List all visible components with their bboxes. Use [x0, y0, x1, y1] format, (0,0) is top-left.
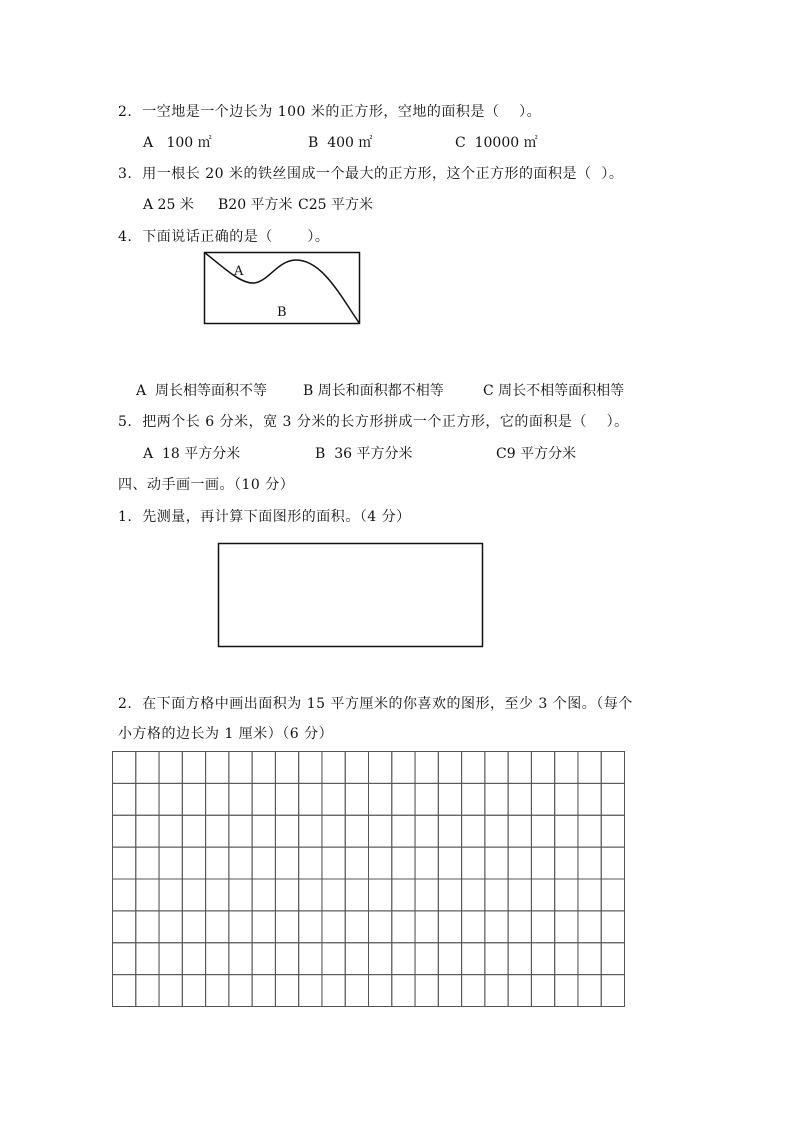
- q4-option-c: C 周长不相等面积相等: [483, 383, 625, 399]
- grid-cell[interactable]: [345, 911, 368, 943]
- grid-cell[interactable]: [485, 975, 508, 1007]
- q2-option-a: A 100 ㎡: [143, 135, 212, 151]
- grid-cell[interactable]: [531, 752, 554, 784]
- grid-cell[interactable]: [113, 975, 136, 1007]
- grid-cell[interactable]: [299, 783, 322, 815]
- grid-cell[interactable]: [252, 752, 275, 784]
- grid-cell[interactable]: [369, 847, 392, 879]
- grid-cell[interactable]: [206, 911, 229, 943]
- grid-cell[interactable]: [392, 879, 415, 911]
- grid-cell[interactable]: [578, 943, 601, 975]
- grid-cell[interactable]: [299, 911, 322, 943]
- q5-stem: 5. 把两个长 6 分米，宽 3 分米的长方形拼成一个正方形，它的面积是（ ）。: [118, 414, 629, 430]
- grid-cell[interactable]: [182, 943, 205, 975]
- grid-cell[interactable]: [555, 783, 578, 815]
- grid-cell[interactable]: [508, 911, 531, 943]
- grid-cell[interactable]: [508, 752, 531, 784]
- grid-cell[interactable]: [136, 815, 159, 847]
- grid-cell[interactable]: [531, 943, 554, 975]
- grid-cell[interactable]: [555, 943, 578, 975]
- grid-cell[interactable]: [322, 752, 345, 784]
- grid-cell[interactable]: [601, 752, 624, 784]
- grid-cell[interactable]: [485, 815, 508, 847]
- grid-cell[interactable]: [369, 815, 392, 847]
- q5-option-c: C9 平方分米: [496, 446, 577, 462]
- grid-cell[interactable]: [438, 975, 461, 1007]
- q4-stem: 4. 下面说话正确的是（ ）。: [118, 229, 330, 245]
- grid-cell[interactable]: [229, 879, 252, 911]
- grid-cell[interactable]: [508, 943, 531, 975]
- q3-stem: 3. 用一根长 20 米的铁丝围成一个最大的正方形，这个正方形的面积是（ ）。: [118, 166, 624, 182]
- grid-cell[interactable]: [252, 879, 275, 911]
- grid-cell[interactable]: [182, 975, 205, 1007]
- grid-cell[interactable]: [299, 752, 322, 784]
- grid-cell[interactable]: [578, 879, 601, 911]
- grid-cell[interactable]: [275, 911, 298, 943]
- grid-cell[interactable]: [601, 943, 624, 975]
- grid-cell[interactable]: [415, 847, 438, 879]
- grid-cell[interactable]: [555, 975, 578, 1007]
- grid-cell[interactable]: [206, 815, 229, 847]
- grid-cell[interactable]: [229, 943, 252, 975]
- grid-cell[interactable]: [415, 815, 438, 847]
- grid-cell[interactable]: [601, 783, 624, 815]
- grid-cell[interactable]: [462, 783, 485, 815]
- grid-cell[interactable]: [555, 752, 578, 784]
- grid-cell[interactable]: [229, 815, 252, 847]
- grid-cell[interactable]: [322, 911, 345, 943]
- grid-cell[interactable]: [392, 943, 415, 975]
- grid-cell[interactable]: [531, 847, 554, 879]
- grid-cell[interactable]: [206, 847, 229, 879]
- grid-cell[interactable]: [601, 975, 624, 1007]
- grid-cell[interactable]: [113, 815, 136, 847]
- grid-cell[interactable]: [136, 879, 159, 911]
- grid-cell[interactable]: [206, 975, 229, 1007]
- drawing-grid[interactable]: [113, 752, 625, 1007]
- grid-cell[interactable]: [345, 879, 368, 911]
- grid-cell[interactable]: [159, 815, 182, 847]
- grid-cell[interactable]: [601, 879, 624, 911]
- grid-cell[interactable]: [113, 847, 136, 879]
- grid-cell[interactable]: [345, 943, 368, 975]
- grid-cell[interactable]: [462, 815, 485, 847]
- grid-cell[interactable]: [438, 911, 461, 943]
- grid-cell[interactable]: [275, 975, 298, 1007]
- grid-cell[interactable]: [578, 975, 601, 1007]
- grid-cell[interactable]: [508, 815, 531, 847]
- grid-cell[interactable]: [299, 879, 322, 911]
- grid-cell[interactable]: [462, 752, 485, 784]
- grid-cell[interactable]: [462, 943, 485, 975]
- grid-cell[interactable]: [252, 783, 275, 815]
- grid-cell[interactable]: [299, 847, 322, 879]
- grid-cell[interactable]: [252, 847, 275, 879]
- q4-option-a: A 周长相等面积不等: [136, 383, 268, 399]
- grid-cell[interactable]: [275, 783, 298, 815]
- grid-cell[interactable]: [159, 847, 182, 879]
- grid-cell[interactable]: [252, 975, 275, 1007]
- grid-cell[interactable]: [159, 975, 182, 1007]
- grid-cell[interactable]: [462, 847, 485, 879]
- grid-cell[interactable]: [229, 847, 252, 879]
- grid-cell[interactable]: [555, 847, 578, 879]
- grid-cell[interactable]: [345, 752, 368, 784]
- grid-cell[interactable]: [252, 815, 275, 847]
- grid-cell[interactable]: [113, 943, 136, 975]
- grid-cell[interactable]: [159, 943, 182, 975]
- grid-cell[interactable]: [369, 911, 392, 943]
- grid-cell[interactable]: [392, 815, 415, 847]
- grid-cell[interactable]: [299, 815, 322, 847]
- grid-cell[interactable]: [345, 783, 368, 815]
- grid-cell[interactable]: [136, 847, 159, 879]
- q2-option-b: B 400 ㎡: [308, 135, 373, 151]
- grid-cell[interactable]: [392, 911, 415, 943]
- grid-cell[interactable]: [462, 975, 485, 1007]
- grid-cell[interactable]: [252, 911, 275, 943]
- grid-cell[interactable]: [578, 847, 601, 879]
- grid-cell[interactable]: [438, 847, 461, 879]
- grid-cell[interactable]: [415, 943, 438, 975]
- grid-cell[interactable]: [555, 815, 578, 847]
- grid-cell[interactable]: [113, 879, 136, 911]
- grid-cell[interactable]: [438, 783, 461, 815]
- section4-q2-stem-line2: 小方格的边长为 1 厘米）（6 分）: [118, 726, 334, 742]
- grid-cell[interactable]: [345, 975, 368, 1007]
- grid-cell[interactable]: [462, 911, 485, 943]
- grid-cell[interactable]: [182, 911, 205, 943]
- grid-cell[interactable]: [159, 879, 182, 911]
- grid-cell[interactable]: [322, 783, 345, 815]
- grid-cell[interactable]: [206, 879, 229, 911]
- grid-cell[interactable]: [555, 911, 578, 943]
- q5-option-b: B 36 平方分米: [315, 446, 413, 462]
- section4-q1-stem: 1. 先测量，再计算下面图形的面积。（4 分）: [118, 509, 411, 525]
- grid-cell[interactable]: [485, 752, 508, 784]
- q4-figure: [205, 253, 360, 324]
- grid-cell[interactable]: [555, 879, 578, 911]
- grid-cell[interactable]: [369, 975, 392, 1007]
- grid-cell[interactable]: [229, 975, 252, 1007]
- grid-cell[interactable]: [392, 975, 415, 1007]
- grid-cell[interactable]: [275, 847, 298, 879]
- grid-cell[interactable]: [392, 752, 415, 784]
- section4-heading: 四、动手画一画。（10 分）: [118, 477, 295, 493]
- grid-cell[interactable]: [578, 783, 601, 815]
- grid-cell[interactable]: [415, 879, 438, 911]
- grid-cell[interactable]: [206, 752, 229, 784]
- grid-cell[interactable]: [136, 752, 159, 784]
- grid-cell[interactable]: [252, 943, 275, 975]
- grid-cell[interactable]: [113, 752, 136, 784]
- grid-cell[interactable]: [322, 815, 345, 847]
- grid-cell[interactable]: [182, 815, 205, 847]
- grid-cell[interactable]: [322, 943, 345, 975]
- q3-option-c: C25 平方米: [298, 197, 373, 213]
- grid-cell[interactable]: [275, 752, 298, 784]
- grid-cell[interactable]: [531, 975, 554, 1007]
- grid-cell[interactable]: [601, 911, 624, 943]
- grid-cell[interactable]: [159, 752, 182, 784]
- grid-cell[interactable]: [159, 911, 182, 943]
- grid-cell[interactable]: [206, 783, 229, 815]
- grid-cell[interactable]: [229, 752, 252, 784]
- grid-cell[interactable]: [531, 911, 554, 943]
- grid-cell[interactable]: [136, 943, 159, 975]
- q4-option-b: B 周长和面积都不相等: [303, 383, 444, 399]
- grid-cell[interactable]: [182, 847, 205, 879]
- grid-cell[interactable]: [275, 815, 298, 847]
- grid-cell[interactable]: [485, 911, 508, 943]
- grid-cell[interactable]: [275, 943, 298, 975]
- grid-cell[interactable]: [508, 975, 531, 1007]
- q3-option-b: B20 平方米: [218, 197, 293, 213]
- q3-option-a: A 25 米: [143, 197, 194, 213]
- grid-cell[interactable]: [485, 783, 508, 815]
- grid-cell[interactable]: [136, 783, 159, 815]
- grid-cell[interactable]: [578, 752, 601, 784]
- grid-cell[interactable]: [206, 943, 229, 975]
- grid-cell[interactable]: [113, 911, 136, 943]
- q4-region-b-label: B: [277, 305, 287, 320]
- grid-cell[interactable]: [369, 752, 392, 784]
- grid-cell[interactable]: [415, 783, 438, 815]
- grid-cell[interactable]: [275, 879, 298, 911]
- grid-cell[interactable]: [438, 752, 461, 784]
- grid-cell[interactable]: [182, 879, 205, 911]
- grid-cell[interactable]: [415, 911, 438, 943]
- grid-cell[interactable]: [438, 879, 461, 911]
- grid-cell[interactable]: [601, 847, 624, 879]
- grid-cell[interactable]: [322, 847, 345, 879]
- measure-rectangle: [219, 544, 483, 647]
- grid-cell[interactable]: [508, 783, 531, 815]
- grid-cell[interactable]: [136, 975, 159, 1007]
- grid-cell[interactable]: [578, 815, 601, 847]
- grid-cell[interactable]: [322, 879, 345, 911]
- grid-cell[interactable]: [578, 911, 601, 943]
- grid-cell[interactable]: [392, 783, 415, 815]
- grid-cell[interactable]: [531, 879, 554, 911]
- grid-cell[interactable]: [299, 943, 322, 975]
- grid-cell[interactable]: [462, 879, 485, 911]
- grid-cell[interactable]: [369, 783, 392, 815]
- grid-cell[interactable]: [531, 783, 554, 815]
- grid-cell[interactable]: [113, 783, 136, 815]
- grid-cell[interactable]: [438, 815, 461, 847]
- grid-cell[interactable]: [485, 943, 508, 975]
- grid-cell[interactable]: [345, 815, 368, 847]
- grid-cell[interactable]: [229, 783, 252, 815]
- grid-cell[interactable]: [345, 847, 368, 879]
- grid-cell[interactable]: [485, 847, 508, 879]
- grid-cell[interactable]: [415, 975, 438, 1007]
- q2-stem: 2. 一空地是一个边长为 100 米的正方形，空地的面积是（ ）。: [118, 104, 542, 120]
- grid-cell[interactable]: [182, 783, 205, 815]
- grid-cell[interactable]: [322, 975, 345, 1007]
- grid-cell[interactable]: [392, 847, 415, 879]
- q2-option-c: C 10000 ㎡: [455, 135, 538, 151]
- grid-cell[interactable]: [299, 975, 322, 1007]
- grid-cell[interactable]: [229, 911, 252, 943]
- grid-cell[interactable]: [136, 911, 159, 943]
- q5-option-a: A 18 平方分米: [143, 446, 241, 462]
- grid-cell[interactable]: [182, 752, 205, 784]
- grid-cell[interactable]: [415, 752, 438, 784]
- grid-cell[interactable]: [531, 815, 554, 847]
- q4-region-a-label: A: [234, 264, 244, 279]
- grid-cell[interactable]: [508, 879, 531, 911]
- grid-cell[interactable]: [508, 847, 531, 879]
- grid-cell[interactable]: [438, 943, 461, 975]
- grid-cell[interactable]: [369, 879, 392, 911]
- section4-q2-stem-line1: 2. 在下面方格中画出面积为 15 平方厘米的你喜欢的图形，至少 3 个图。（每个: [118, 696, 633, 712]
- grid-cell[interactable]: [485, 879, 508, 911]
- grid-cell[interactable]: [601, 815, 624, 847]
- grid-cell[interactable]: [369, 943, 392, 975]
- grid-cell[interactable]: [159, 783, 182, 815]
